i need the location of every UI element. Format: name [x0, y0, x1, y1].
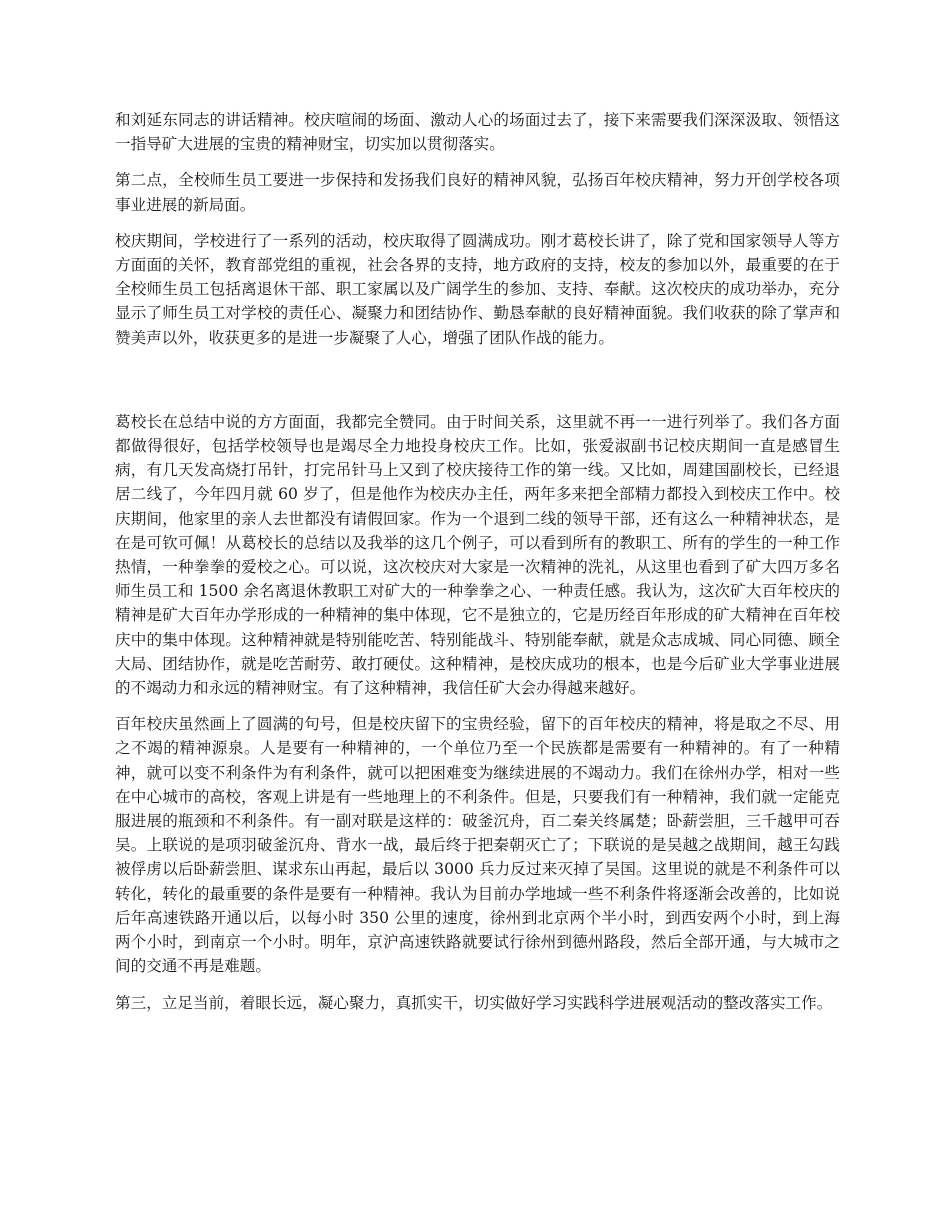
paragraph-president-summary: 葛校长在总结中说的方方面面，我都完全赞同。由于时间关系，这里就不再一一进行列举了。我们各方面都做得很好，包括学校领导也是竭尽全力地投身校庆工作。比如，张爱淑副书记校庆期间一直是感冒生病，有几天发高烧打吊针，打完吊针马上又到了校庆接待工作的第一线。又比如，周建国副校长，已经退居二线了，今年四月就 60 岁了，但是他作为校庆办主任，两年多来把全部精力都投入到校庆工作中。校庆期间，他家里的亲人去世都没有请假回家。作为一个退到二线的领导干部，还有这么一种精神状态，是在是可钦可佩！从葛校长的总结以及我举的这几个例子，可以看到所有的教职工、所有的学生的一种工作热情，一种拳拳的爱校之心。可以说，这次校庆对大家是一次精神的洗礼，从这里也看到了矿大四万多名师生员工和 1500 余名离退休教职工对矿大的一种拳拳之心、一种责任感。我认为，这次矿大百年校庆的精神是矿大百年办学形成的一种精神的集中体现，它不是独立的，它是历经百年形成的矿大精神在百年校庆中的集中体现。这种精神就是特别能吃苦、特别能战斗、特别能奉献，就是众志成城、同心同德、顾全大局、团结协作，就是吃苦耐劳、敢打硬仗。这种精神，是校庆成功的根本，也是今后矿业大学事业进展的不竭动力和永远的精神财宝。有了这种精神，我信任矿大会办得越来越好。	[115, 412, 840, 698]
paragraph-continuation: 和刘延东同志的讲话精神。校庆喧闹的场面、激动人心的场面过去了，接下来需要我们深深汲取、领悟这一指导矿大进展的宝贵的精神财宝，切实加以贯彻落实。	[115, 111, 840, 154]
paragraph-centennial-spirit: 百年校庆虽然画上了圆满的句号，但是校庆留下的宝贵经验，留下的百年校庆的精神，将是取之不尽、用之不竭的精神源泉。人是要有一种精神的，一个单位乃至一个民族都是需要有一种精神的。有了一种精神，就可以变不利条件为有利条件，就可以把困难变为继续进展的不竭动力。我们在徐州办学，相对一些在中心城市的高校，客观上讲是有一些地理上的不利条件。但是，只要我们有一种精神，我们就一定能克服进展的瓶颈和不利条件。有一副对联是这样的：破釜沉舟，百二秦关终属楚；卧薪尝胆，三千越甲可吞吴。上联说的是项羽破釜沉舟、背水一战，最后终于把秦朝灭亡了；下联说的是吴越之战期间，越王勾践被俘虏以后卧薪尝胆、谋求东山再起，最后以 3000 兵力反过来灭掉了吴国。这里说的就是不利条件可以转化，转化的最重要的条件是要有一种精神。我认为目前办学地域一些不利条件将逐渐会改善的，比如说后年高速铁路开通以后，以每小时 350 公里的速度，徐州到北京两个半小时，到西安两个小时，到上海两个小时，到南京一个小时。明年，京沪高速铁路就要试行徐州到德州路段，然后全部开通，与大城市之间的交通不再是难题。	[115, 715, 840, 976]
paragraph-point-three: 第三，立足当前，着眼长远，凝心聚力，真抓实干，切实做好学习实践科学进展观活动的整改落实工作。	[115, 993, 833, 1012]
paragraph-point-two: 第二点，全校师生员工要进一步保持和发扬我们良好的精神风貌，弘扬百年校庆精神，努力开创学校各项事业进展的新局面。	[115, 171, 840, 214]
paragraph-celebration-activities: 校庆期间，学校进行了一系列的活动，校庆取得了圆满成功。刚才葛校长讲了，除了党和国家领导人等方方面面的关怀，教育部党组的重视，社会各界的支持，地方政府的支持，校友的参加以外，最重要的在于全校师生员工包括离退休干部、职工家属以及广阔学生的参加、支持、奉献。这次校庆的成功举办，充分显示了师生员工对学校的责任心、凝聚力和团结协作、勤恳奉献的良好精神面貌。我们收获的除了掌声和赞美声以外，收获更多的是进一步凝聚了人心，增强了团队作战的能力。	[115, 231, 840, 347]
document-body	[115, 108, 840, 1027]
